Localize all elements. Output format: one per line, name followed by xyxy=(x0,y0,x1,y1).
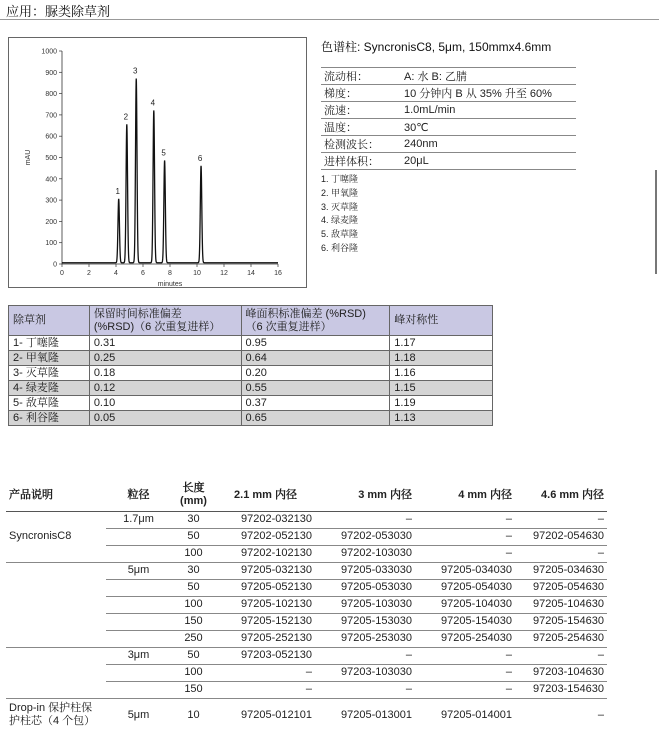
table-cell: 100 xyxy=(171,596,216,613)
table-row xyxy=(6,511,607,528)
peak-label: 5 xyxy=(161,148,166,158)
header-line: (mm) xyxy=(180,495,207,508)
condition-key: 流速： xyxy=(321,102,401,119)
table-cell: 0.65 xyxy=(241,411,390,426)
table-cell: 0.12 xyxy=(89,381,241,396)
table-cell: 1.19 xyxy=(390,396,493,411)
table-cell: 50 xyxy=(171,647,216,664)
condition-key: 检测波长： xyxy=(321,136,401,153)
table-cell: – xyxy=(515,511,607,528)
table-cell: 97205-154030 xyxy=(415,613,515,630)
table-cell: 150 xyxy=(171,613,216,630)
conditions-table xyxy=(321,67,576,170)
column-title: 色谱柱: SyncronisC8, 5μm, 150mmx4.6mm xyxy=(321,40,552,54)
rsd-header-row xyxy=(9,306,493,336)
table-row xyxy=(6,647,607,664)
x-tick-label: 0 xyxy=(60,270,64,277)
condition-row xyxy=(321,85,576,102)
table-cell: 0.37 xyxy=(241,396,390,411)
table-cell: 97205-052130 xyxy=(216,579,315,596)
x-tick-label: 12 xyxy=(220,270,228,277)
header-id-4: 4 mm 内径 xyxy=(415,480,515,511)
table-cell: 1.15 xyxy=(390,381,493,396)
table-cell: – xyxy=(415,681,515,698)
table-cell: 97205-054030 xyxy=(415,579,515,596)
table-cell: 97205-102130 xyxy=(216,596,315,613)
header-line: (%RSD)（6 次重复进样） xyxy=(93,320,221,333)
condition-value: 30℃ xyxy=(401,119,576,136)
table-cell: 97202-102130 xyxy=(216,545,315,562)
y-tick-label: 0 xyxy=(53,261,57,269)
condition-value: 10 分钟内 B 从 35% 升至 60% xyxy=(401,85,576,102)
table-cell: 97203-103030 xyxy=(315,664,415,681)
table-cell: 5- 敌草隆 xyxy=(9,396,90,411)
table-cell: 97202-054630 xyxy=(515,528,607,545)
condition-key: 流动相： xyxy=(321,68,401,85)
header-id-3: 3 mm 内径 xyxy=(315,480,415,511)
peak-legend-item: 3. 灭草隆 xyxy=(321,201,359,212)
table-cell: 0.05 xyxy=(89,411,241,426)
table-cell: 97203-154630 xyxy=(515,681,607,698)
table-cell: 97205-103030 xyxy=(315,596,415,613)
page-title: 应用：脲类除草剂 xyxy=(6,4,111,19)
table-row xyxy=(6,698,607,732)
table-cell: 97205-013001 xyxy=(315,698,415,732)
table-cell: 150 xyxy=(171,681,216,698)
table-cell: – xyxy=(515,647,607,664)
table-cell: 97205-034630 xyxy=(515,562,607,579)
header-line: （6 次重复进样） xyxy=(245,320,332,333)
peak-label: 1 xyxy=(115,186,120,196)
table-cell: 97205-033030 xyxy=(315,562,415,579)
table-cell: 97205-014001 xyxy=(415,698,515,732)
table-cell: 6- 利谷隆 xyxy=(9,411,90,426)
table-cell xyxy=(106,545,171,562)
table-cell: 97205-012101 xyxy=(216,698,315,732)
table-cell xyxy=(6,562,106,579)
table-cell: 5μm xyxy=(106,698,171,732)
table-cell: 97202-053030 xyxy=(315,528,415,545)
y-tick-label: 900 xyxy=(45,69,57,77)
table-cell: 1- 丁噻隆 xyxy=(9,336,90,351)
table-cell xyxy=(6,613,106,630)
table-cell: 1.13 xyxy=(390,411,493,426)
table-cell: 250 xyxy=(171,630,216,647)
table-cell: 97205-154630 xyxy=(515,613,607,630)
table-cell: – xyxy=(315,511,415,528)
peak-label: 6 xyxy=(197,153,203,163)
condition-row xyxy=(321,68,576,85)
peak-legend-item: 2. 甲氧隆 xyxy=(321,187,359,198)
table-cell: – xyxy=(515,545,607,562)
table-cell: 97205-104630 xyxy=(515,596,607,613)
condition-value: 20μL xyxy=(401,153,576,170)
peak-legend xyxy=(321,173,358,256)
table-cell: 97205-252130 xyxy=(216,630,315,647)
y-axis-label: mAU xyxy=(25,149,32,166)
header-id-2-1: 2.1 mm 内径 xyxy=(216,480,315,511)
table-cell xyxy=(106,596,171,613)
table-row xyxy=(6,579,607,596)
product-name-line: Drop-in 保护柱保 xyxy=(9,702,93,715)
x-tick-label: 8 xyxy=(168,270,172,277)
table-cell xyxy=(6,681,106,698)
header-particle-size: 粒径 xyxy=(106,480,171,511)
table-cell: – xyxy=(415,664,515,681)
table-cell xyxy=(6,579,106,596)
table-cell: 2- 甲氧隆 xyxy=(9,351,90,366)
chromatogram-chart xyxy=(8,37,307,288)
table-cell: – xyxy=(515,698,607,732)
rsd-header-symmetry xyxy=(390,306,493,336)
rsd-header-area-rsd xyxy=(241,306,390,336)
peak-legend-item: 5. 敌草隆 xyxy=(321,229,359,240)
chromatogram-trace xyxy=(62,78,278,262)
condition-row xyxy=(321,153,576,170)
header-id-4-6: 4.6 mm 内径 xyxy=(515,480,607,511)
table-row xyxy=(6,664,607,681)
chromatogram-svg xyxy=(9,38,308,289)
table-cell: 3- 灭草隆 xyxy=(9,366,90,381)
table-cell: 1.18 xyxy=(390,351,493,366)
table-cell: 1.16 xyxy=(390,366,493,381)
condition-value: 1.0mL/min xyxy=(401,102,576,119)
table-cell: 3μm xyxy=(106,647,171,664)
y-tick-label: 800 xyxy=(45,91,57,99)
y-tick-label: 700 xyxy=(45,112,57,120)
peak-label: 2 xyxy=(123,112,129,122)
table-cell xyxy=(106,613,171,630)
header-line: 保留时间标准偏差 xyxy=(93,307,182,320)
table-cell: 97203-104630 xyxy=(515,664,607,681)
x-axis-label: minutes xyxy=(157,281,183,288)
peak-legend-item: 1. 丁噻隆 xyxy=(321,174,359,184)
table-cell: 97202-032130 xyxy=(216,511,315,528)
peak-label: 3 xyxy=(133,66,138,76)
table-cell: 97202-103030 xyxy=(315,545,415,562)
table-cell: 0.95 xyxy=(241,336,390,351)
table-cell: – xyxy=(315,647,415,664)
table-cell xyxy=(106,528,171,545)
rsd-table xyxy=(8,305,493,426)
condition-row xyxy=(321,119,576,136)
table-cell: – xyxy=(315,681,415,698)
x-tick-label: 6 xyxy=(141,270,145,277)
product-name: SyncronisC8 xyxy=(9,530,72,542)
peak-label: 4 xyxy=(150,98,156,108)
condition-key: 梯度： xyxy=(321,85,401,102)
condition-row xyxy=(321,102,576,119)
table-cell: 5μm xyxy=(106,562,171,579)
table-cell: 97203-052130 xyxy=(216,647,315,664)
table-cell: 0.20 xyxy=(241,366,390,381)
table-cell: 100 xyxy=(171,545,216,562)
table-cell: 0.31 xyxy=(89,336,241,351)
table-cell: 97205-104030 xyxy=(415,596,515,613)
table-cell xyxy=(106,579,171,596)
table-cell: – xyxy=(415,528,515,545)
table-cell: 0.18 xyxy=(89,366,241,381)
x-tick-label: 10 xyxy=(193,270,201,277)
table-cell xyxy=(106,664,171,681)
condition-row xyxy=(321,136,576,153)
table-cell: 50 xyxy=(171,528,216,545)
table-cell: – xyxy=(415,545,515,562)
table-row xyxy=(9,411,493,426)
header-line: 除草剂 xyxy=(13,314,46,326)
y-tick-label: 400 xyxy=(45,176,57,184)
table-cell: 97205-253030 xyxy=(315,630,415,647)
table-cell: 50 xyxy=(171,579,216,596)
product-name xyxy=(6,698,106,732)
peak-legend-item: 6. 利谷隆 xyxy=(321,242,359,253)
rsd-header-retention-rsd xyxy=(89,306,241,336)
x-tick-label: 14 xyxy=(247,270,255,277)
table-row xyxy=(6,562,607,579)
table-cell: 100 xyxy=(171,664,216,681)
table-row xyxy=(6,596,607,613)
table-row xyxy=(9,336,493,351)
header-product: 产品说明 xyxy=(6,480,106,511)
table-cell xyxy=(106,630,171,647)
table-cell: 97205-032130 xyxy=(216,562,315,579)
condition-value: A: 水 B: 乙腈 xyxy=(401,68,576,85)
table-row xyxy=(6,613,607,630)
table-cell: 97205-254630 xyxy=(515,630,607,647)
table-cell: 97205-254030 xyxy=(415,630,515,647)
table-cell: – xyxy=(415,647,515,664)
title-divider xyxy=(0,19,659,20)
table-row xyxy=(9,366,493,381)
y-tick-label: 100 xyxy=(45,240,57,248)
table-cell: 97205-153030 xyxy=(315,613,415,630)
y-tick-label: 500 xyxy=(45,155,57,162)
table-row xyxy=(6,630,607,647)
y-tick-label: 1000 xyxy=(41,48,57,56)
y-tick-label: 200 xyxy=(45,218,57,226)
table-cell: 0.55 xyxy=(241,381,390,396)
condition-key: 进样体积： xyxy=(321,153,401,170)
y-tick-label: 600 xyxy=(45,133,57,141)
header-length xyxy=(171,480,216,511)
table-cell: 1.17 xyxy=(390,336,493,351)
peak-legend-item: 4. 绿麦隆 xyxy=(321,215,359,226)
table-cell: 4- 绿麦隆 xyxy=(9,381,90,396)
table-cell: 97205-053030 xyxy=(315,579,415,596)
table-row xyxy=(9,381,493,396)
header-line: 峰对称性 xyxy=(394,314,439,326)
table-row xyxy=(9,396,493,411)
x-tick-label: 2 xyxy=(87,270,91,277)
table-cell: 97205-152130 xyxy=(216,613,315,630)
table-cell xyxy=(6,596,106,613)
table-cell: 10 xyxy=(171,698,216,732)
table-row xyxy=(9,351,493,366)
table-cell: 1.7μm xyxy=(106,511,171,528)
product-table xyxy=(6,480,607,732)
header-line: 长度 xyxy=(182,482,205,495)
product-name-line: 护柱芯（4 个包） xyxy=(9,715,96,728)
table-row xyxy=(6,681,607,698)
table-cell xyxy=(106,681,171,698)
page-edge-bar xyxy=(655,170,657,274)
product-header-row xyxy=(6,480,607,511)
table-cell: – xyxy=(415,511,515,528)
table-cell: – xyxy=(216,681,315,698)
x-tick-label: 16 xyxy=(274,270,282,277)
x-tick-label: 4 xyxy=(114,270,118,277)
table-cell: 30 xyxy=(171,562,216,579)
table-cell: 0.25 xyxy=(89,351,241,366)
condition-key: 温度： xyxy=(321,119,401,136)
table-cell: 97205-034030 xyxy=(415,562,515,579)
condition-value: 240nm xyxy=(401,136,576,153)
table-cell: 0.64 xyxy=(241,351,390,366)
table-cell xyxy=(6,647,106,664)
rsd-header-herbicide xyxy=(9,306,90,336)
table-cell: 0.10 xyxy=(89,396,241,411)
table-cell: 97205-054630 xyxy=(515,579,607,596)
header-line: 峰面积标准偏差 (%RSD) xyxy=(245,307,366,320)
table-cell xyxy=(6,664,106,681)
table-cell: – xyxy=(216,664,315,681)
table-cell: 30 xyxy=(171,511,216,528)
table-cell: 97202-052130 xyxy=(216,528,315,545)
y-tick-label: 300 xyxy=(45,197,57,205)
table-cell xyxy=(6,630,106,647)
